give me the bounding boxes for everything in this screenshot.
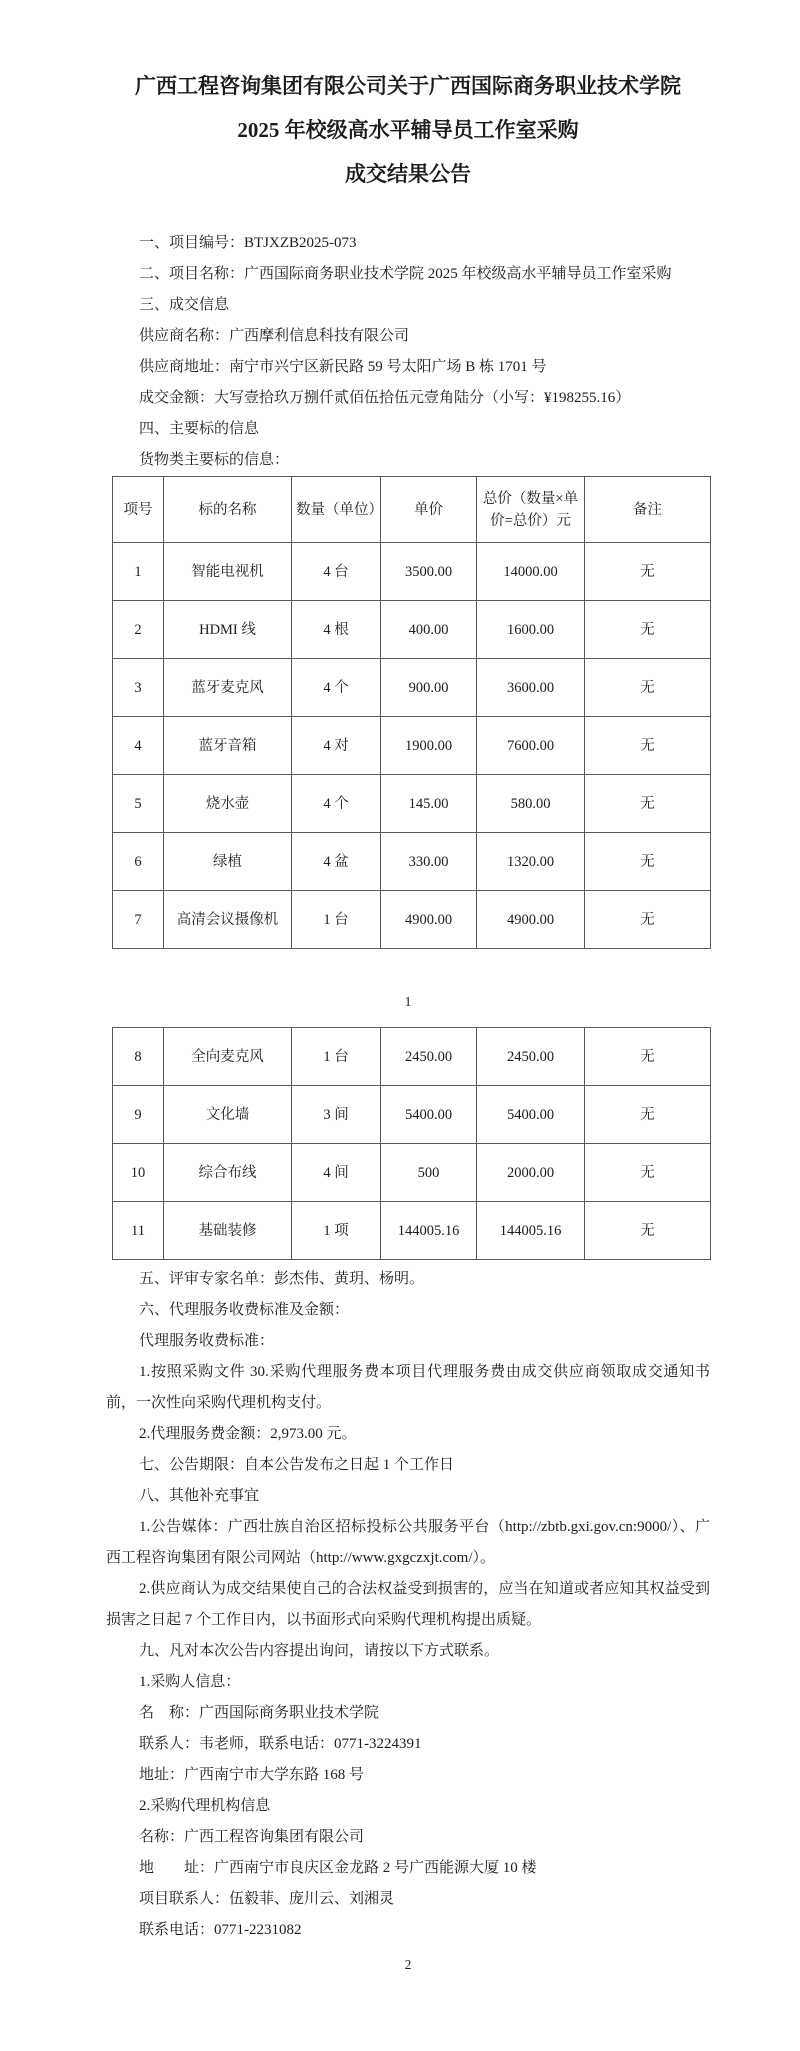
para-fee-standard-detail: 1.按照采购文件 30.采购代理服务费本项目代理服务费由成交供应商领取成交通知书前，一次性向采购代理机构支付。	[106, 1364, 710, 1411]
table-cell: 4 根	[292, 601, 381, 659]
table-cell: 2450.00	[381, 1028, 477, 1086]
header-cell-note: 备注	[585, 477, 711, 543]
title-line-2: 2025 年校级高水平辅导员工作室采购	[237, 118, 579, 142]
table-cell: 400.00	[381, 601, 477, 659]
table-cell: 500	[381, 1144, 477, 1202]
table-cell: 智能电视机	[164, 543, 292, 601]
table-row	[113, 775, 711, 833]
para-fee-standard-label: 代理服务收费标准：	[139, 1333, 275, 1349]
table-cell: 无	[585, 717, 711, 775]
bottom-text-block	[106, 1264, 710, 1946]
table-cell: 1	[113, 543, 164, 601]
para-main-subject-heading: 四、主要标的信息	[139, 421, 260, 437]
goods-table-page2	[112, 1027, 711, 1260]
page-number-2: 2	[404, 1957, 412, 1972]
para-purchaser-name: 名 称：广西国际商务职业技术学院	[139, 1705, 380, 1721]
table-row	[113, 833, 711, 891]
para-deal-info-heading: 三、成交信息	[139, 297, 230, 313]
table-cell: 无	[585, 1202, 711, 1260]
table-cell: 无	[585, 659, 711, 717]
header-cell-total-price: 总价（数量×单价=总价）元	[477, 477, 585, 543]
table-cell: 580.00	[477, 775, 585, 833]
para-agency-phone: 联系电话：0771-2231082	[139, 1922, 302, 1938]
table-cell: 无	[585, 1086, 711, 1144]
para-other-matters-heading: 八、其他补充事宜	[139, 1488, 260, 1504]
table-cell: 7	[113, 891, 164, 949]
table-cell: 综合布线	[164, 1144, 292, 1202]
table-cell: 5400.00	[381, 1086, 477, 1144]
para-project-number: 一、项目编号：BTJXZB2025-073	[139, 235, 357, 251]
table-cell: 3600.00	[477, 659, 585, 717]
table-cell: 无	[585, 1144, 711, 1202]
header-cell-subject-name: 标的名称	[164, 477, 292, 543]
table-row	[113, 543, 711, 601]
table-cell: 蓝牙麦克风	[164, 659, 292, 717]
table-cell: 5400.00	[477, 1086, 585, 1144]
table-cell: 1900.00	[381, 717, 477, 775]
table-cell: 330.00	[381, 833, 477, 891]
table-cell: 4 个	[292, 659, 381, 717]
para-agency-address: 地 址：广西南宁市良庆区金龙路 2 号广西能源大厦 10 楼	[139, 1860, 537, 1876]
table-cell: 4 台	[292, 543, 381, 601]
table-cell: 4 间	[292, 1144, 381, 1202]
table-cell: 6	[113, 833, 164, 891]
para-purchaser-info-label: 1.采购人信息：	[139, 1674, 241, 1690]
page-number-1: 1	[404, 994, 412, 1009]
table-cell: 145.00	[381, 775, 477, 833]
para-agency-info-label: 2.采购代理机构信息	[139, 1798, 271, 1814]
table-row	[113, 1144, 711, 1202]
table-cell: 基础装修	[164, 1202, 292, 1260]
table-cell: 无	[585, 891, 711, 949]
para-announcement-period: 七、公告期限：自本公告发布之日起 1 个工作日	[139, 1457, 455, 1473]
title-line-1: 广西工程咨询集团有限公司关于广西国际商务职业技术学院	[135, 74, 681, 98]
para-experts: 五、评审专家名单：彭杰伟、黄玥、杨明。	[139, 1271, 425, 1287]
header-cell-item-no: 项号	[113, 477, 164, 543]
table-cell: 2	[113, 601, 164, 659]
table-cell: 4900.00	[477, 891, 585, 949]
para-agency-contacts: 项目联系人：伍毅菲、庞川云、刘湘灵	[139, 1891, 395, 1907]
table-row	[113, 891, 711, 949]
para-deal-amount: 成交金额：大写壹拾玖万捌仟贰佰伍拾伍元壹角陆分（小写：¥198255.16）	[139, 390, 631, 406]
table-cell: 4 盆	[292, 833, 381, 891]
table-cell: 1 项	[292, 1202, 381, 1260]
table-row	[113, 1028, 711, 1086]
table-cell: 无	[585, 833, 711, 891]
table-cell: 文化墙	[164, 1086, 292, 1144]
table-cell: 4 个	[292, 775, 381, 833]
table-cell: 7600.00	[477, 717, 585, 775]
table-cell: 3 间	[292, 1086, 381, 1144]
table-cell: 144005.16	[381, 1202, 477, 1260]
para-project-name: 二、项目名称：广西国际商务职业技术学院 2025 年校级高水平辅导员工作室采购	[139, 266, 672, 282]
table-cell: 无	[585, 543, 711, 601]
table-cell: 900.00	[381, 659, 477, 717]
table-row	[113, 659, 711, 717]
table-cell: 10	[113, 1144, 164, 1202]
table-cell: HDMI 线	[164, 601, 292, 659]
table-cell: 4	[113, 717, 164, 775]
table-cell: 1320.00	[477, 833, 585, 891]
document-title	[106, 64, 710, 196]
table-row	[113, 1202, 711, 1260]
table-cell: 5	[113, 775, 164, 833]
table-cell: 14000.00	[477, 543, 585, 601]
table-cell: 无	[585, 1028, 711, 1086]
table-cell: 无	[585, 601, 711, 659]
table-cell: 11	[113, 1202, 164, 1260]
table-cell: 4900.00	[381, 891, 477, 949]
table-cell: 8	[113, 1028, 164, 1086]
table-cell: 绿植	[164, 833, 292, 891]
para-supplier-address: 供应商地址：南宁市兴宁区新民路 59 号太阳广场 B 栋 1701 号	[139, 359, 547, 375]
para-agency-name: 名称：广西工程咨询集团有限公司	[139, 1829, 365, 1845]
header-cell-unit-price: 单价	[381, 477, 477, 543]
table-cell: 144005.16	[477, 1202, 585, 1260]
table-header-row	[113, 477, 711, 543]
table-cell: 3500.00	[381, 543, 477, 601]
table-cell: 9	[113, 1086, 164, 1144]
table-row	[113, 601, 711, 659]
table-cell: 1600.00	[477, 601, 585, 659]
table-cell: 全向麦克风	[164, 1028, 292, 1086]
para-purchaser-contact: 联系人：韦老师，联系电话：0771-3224391	[139, 1736, 422, 1752]
para-announcement-media: 1.公告媒体：广西壮族自治区招标投标公共服务平台（http://zbtb.gxi.gov.cn:9000/）、广西工程咨询集团有限公司网站（http://www.gxgczxjt.com/）。	[106, 1519, 710, 1566]
table-cell: 无	[585, 775, 711, 833]
title-line-3: 成交结果公告	[345, 162, 471, 186]
header-cell-quantity: 数量（单位）	[292, 477, 381, 543]
table-cell: 烧水壶	[164, 775, 292, 833]
table-cell: 3	[113, 659, 164, 717]
para-fee-amount: 2.代理服务费金额：2,973.00 元。	[139, 1426, 357, 1442]
table-cell: 蓝牙音箱	[164, 717, 292, 775]
para-supplier-name: 供应商名称：广西摩利信息科技有限公司	[139, 328, 410, 344]
table-cell: 1 台	[292, 1028, 381, 1086]
para-goods-info-label: 货物类主要标的信息：	[139, 452, 290, 468]
para-agency-fee-heading: 六、代理服务收费标准及金额：	[139, 1302, 350, 1318]
goods-table-page1	[112, 476, 711, 949]
para-contact-heading: 九、凡对本次公告内容提出询问，请按以下方式联系。	[139, 1643, 500, 1659]
table-row	[113, 1086, 711, 1144]
table-cell: 1 台	[292, 891, 381, 949]
table-cell: 2450.00	[477, 1028, 585, 1086]
para-purchaser-address: 地址：广西南宁市大学东路 168 号	[139, 1767, 365, 1783]
table-cell: 高清会议摄像机	[164, 891, 292, 949]
table-cell: 2000.00	[477, 1144, 585, 1202]
table-row	[113, 717, 711, 775]
table-cell: 4 对	[292, 717, 381, 775]
para-supplier-objection: 2.供应商认为成交结果使自己的合法权益受到损害的，应当在知道或者应知其权益受到损害之日起 7 个工作日内，以书面形式向采购代理机构提出质疑。	[106, 1581, 710, 1628]
